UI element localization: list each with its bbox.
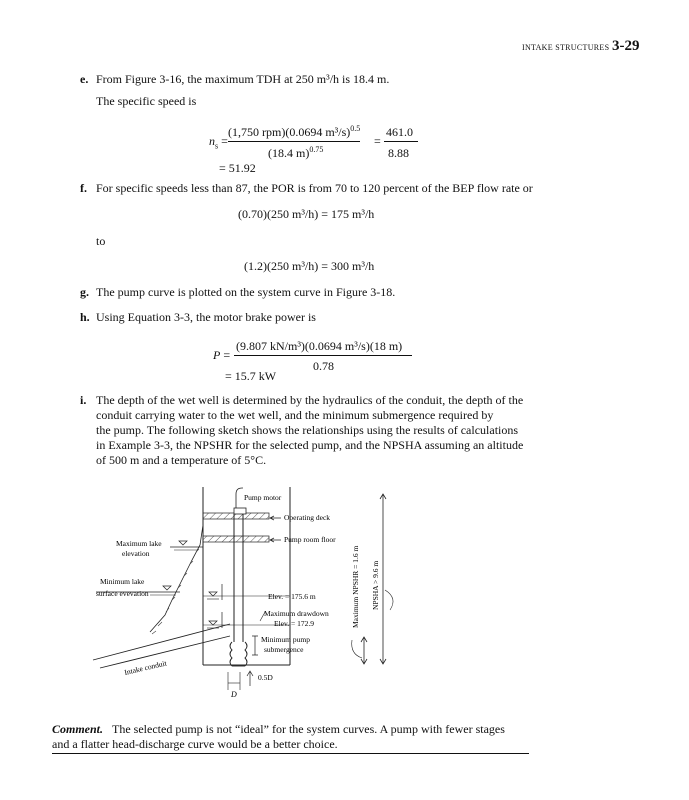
well-water-symbol-1 bbox=[209, 592, 217, 596]
step-i-line-1: The depth of the wet well is determined by the hydraulics of the conduit, the depth of the bbox=[96, 393, 524, 407]
power-denominator: 0.78 bbox=[313, 359, 334, 373]
ns-result: = 51.92 bbox=[219, 161, 256, 175]
por-equation-high: (1.2)(250 m³/h) = 300 m³/h bbox=[244, 259, 375, 273]
step-f-text: For specific speeds less than 87, the POR is from 70 to 120 percent of the BEP flow rate or bbox=[96, 181, 533, 195]
pump-motor-label: Pump motor bbox=[244, 493, 282, 502]
well-water-symbol-2 bbox=[209, 621, 217, 625]
max-lake-label-1: Maximum lake bbox=[116, 539, 162, 548]
step-h-text: Using Equation 3-3, the motor brake power is bbox=[96, 310, 316, 324]
min-lake-label-1: Minimum lake bbox=[100, 577, 145, 586]
npsha-label: NPSHA > 9.6 m bbox=[371, 560, 380, 610]
max-lake-label-2: elevation bbox=[122, 549, 150, 558]
half-d-label: 0.5D bbox=[258, 673, 273, 682]
half-d-arrow bbox=[247, 671, 253, 686]
power-result: = 15.7 kW bbox=[225, 369, 277, 383]
step-i-line-3: the pump. The following sketch shows the relationships using the results of calculations bbox=[96, 423, 519, 437]
pump-room-floor-arrow bbox=[270, 538, 281, 542]
elev-1756-label: Elev. = 175.6 m bbox=[268, 592, 316, 601]
intake-conduit-top-line bbox=[93, 624, 230, 660]
npshr-label: Maximum NPSHR = 1.6 m bbox=[351, 545, 360, 628]
min-lake-water-symbol bbox=[163, 586, 171, 590]
running-header-title: INTAKE STRUCTURES bbox=[522, 43, 610, 52]
intake-conduit-label: Intake conduit bbox=[123, 658, 168, 677]
comment-label: Comment. bbox=[52, 722, 104, 736]
specific-speed-intro: The specific speed is bbox=[96, 94, 197, 108]
step-h-label: h. bbox=[80, 310, 90, 324]
max-drawdown-label: Maximum drawdown bbox=[264, 609, 329, 618]
min-pump-label-1: Minimum pump bbox=[261, 635, 310, 644]
elev-1729-label: Elev. = 172.9 bbox=[274, 619, 314, 628]
ns-simplified-denominator: 8.88 bbox=[388, 146, 409, 160]
page-number: 3-29 bbox=[612, 38, 640, 54]
operating-deck-arrow bbox=[270, 516, 281, 520]
pump-motor bbox=[236, 488, 243, 508]
power-numerator: (9.807 kN/m³)(0.0694 m³/s)(18 m) bbox=[236, 339, 403, 353]
step-i-label: i. bbox=[80, 393, 87, 407]
pump-bowls bbox=[230, 642, 247, 666]
comment-line-1: Comment. The selected pump is not “ideal” for the system curves. A pump with fewer stages bbox=[52, 722, 505, 736]
comment-line-2: and a flatter head-discharge curve would be a better choice. bbox=[52, 737, 338, 751]
min-pump-label-2: submergence bbox=[264, 645, 304, 654]
min-lake-label-2: surface evevation bbox=[96, 589, 149, 598]
step-i-line-2: conduit carrying water to the wet well, and the minimum submergence required by bbox=[96, 408, 494, 422]
bottom-rule bbox=[52, 753, 529, 754]
step-g-label: g. bbox=[80, 285, 89, 299]
ns-numerator: (1,750 rpm)(0.0694 m³/s)$^{0.5}$ bbox=[228, 124, 361, 139]
por-equation-low: (0.70)(250 m³/h) = 175 m³/h bbox=[238, 207, 375, 221]
to-word: to bbox=[96, 234, 106, 248]
step-e-label: e. bbox=[80, 72, 89, 86]
p-symbol: P = bbox=[213, 348, 231, 362]
step-f-label: f. bbox=[80, 181, 87, 195]
step-i-line-4: in Example 3-3, the NPSHR for the selected pump, and the NPSHA assuming an altitude bbox=[96, 438, 524, 452]
equals-sign: = bbox=[374, 134, 381, 148]
pump-room-floor-label: Pump room floor bbox=[284, 535, 336, 544]
max-lake-water-symbol bbox=[179, 541, 187, 545]
ns-simplified-numerator: 461.0 bbox=[386, 125, 413, 139]
step-g-text: The pump curve is plotted on the system curve in Figure 3-18. bbox=[96, 285, 396, 299]
diameter-label: D bbox=[231, 690, 237, 699]
operating-deck-label: Operating deck bbox=[284, 513, 331, 522]
pump-room-floor bbox=[203, 536, 269, 542]
ns-denominator: (18.4 m)$^{0.75}$ bbox=[268, 145, 324, 160]
ns-symbol: $n_s$ = bbox=[209, 134, 228, 151]
step-i-line-5: of 500 m and a temperature of 5°C. bbox=[96, 453, 267, 467]
step-e-text: From Figure 3-16, the maximum TDH at 250 m³/h is 18.4 m. bbox=[96, 72, 390, 86]
